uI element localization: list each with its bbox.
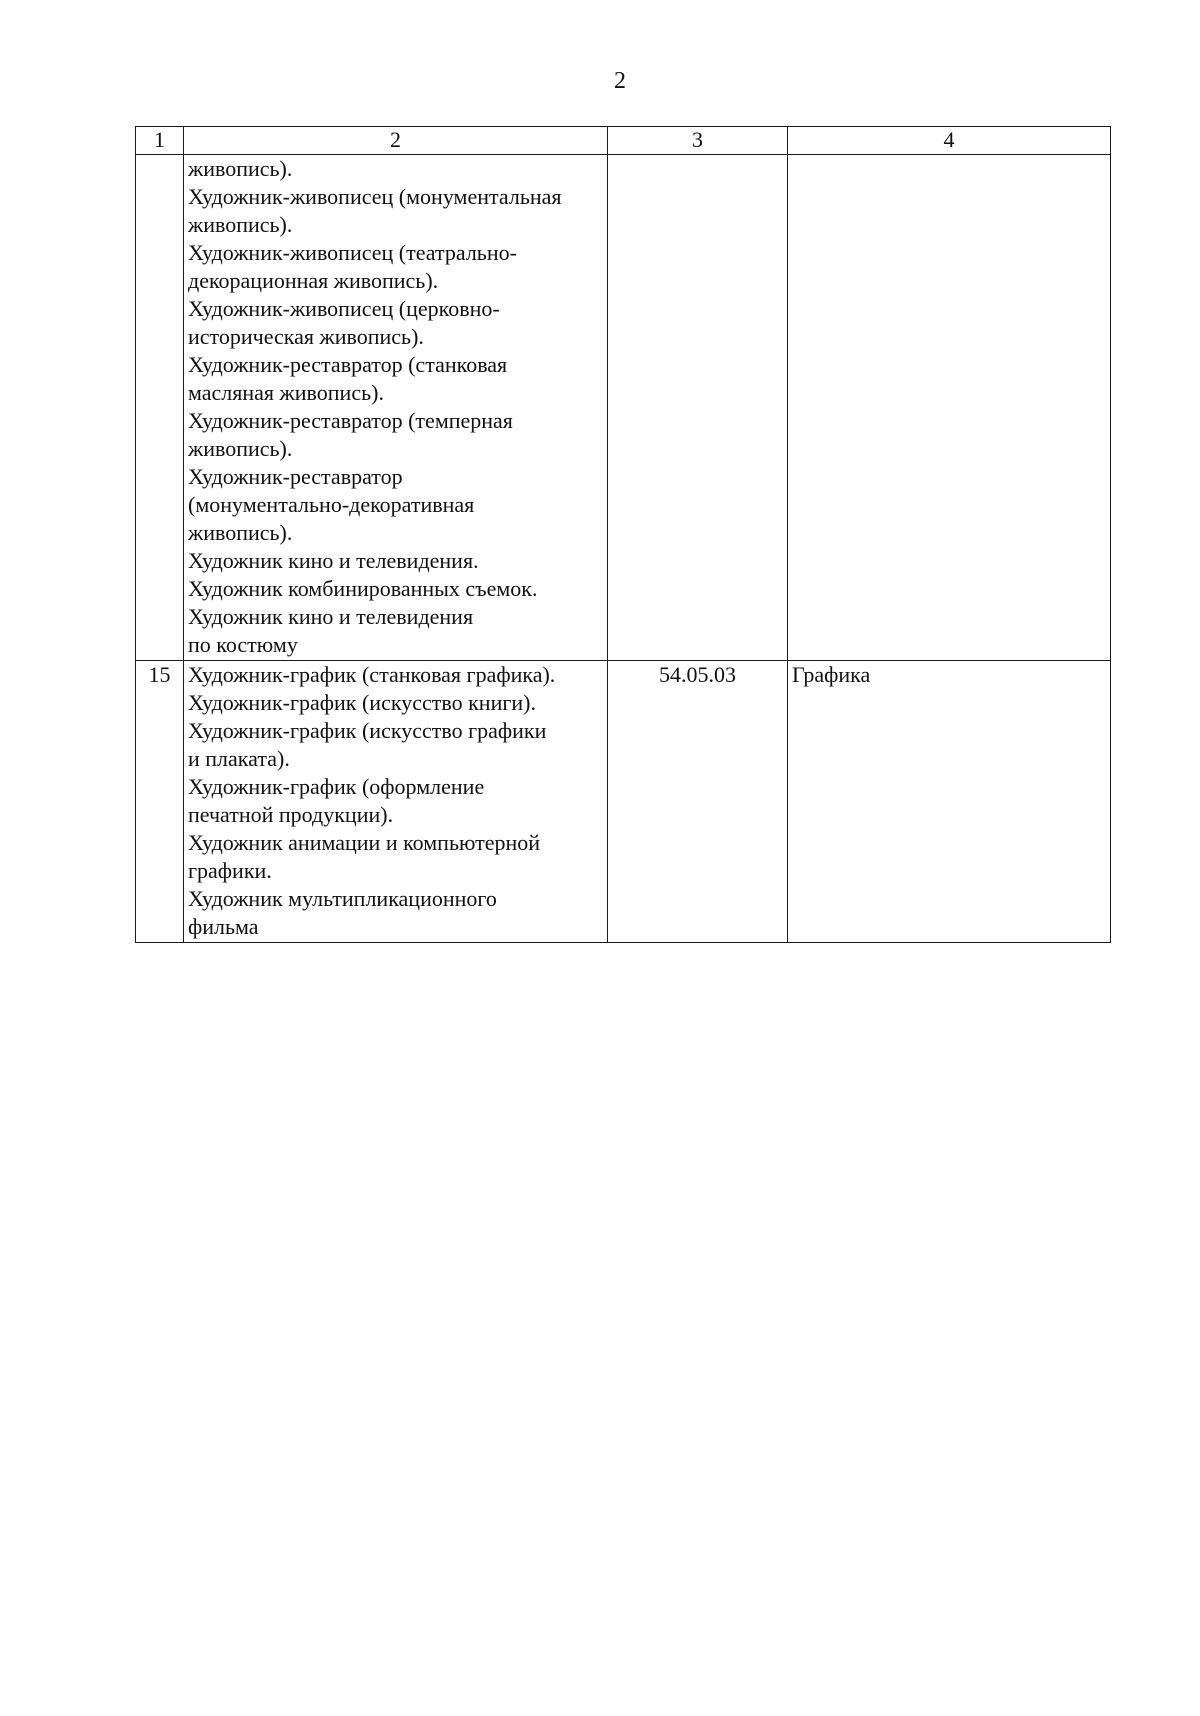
qualification-line: Художник комбинированных съемок.: [188, 576, 538, 601]
qualification-line: печатной продукции).: [188, 802, 394, 827]
qualification-line: масляная живопись).: [188, 380, 384, 405]
page-number: 2: [614, 68, 626, 94]
qualification-line: Художник-живописец (церковно-: [188, 296, 500, 321]
qualification-line: декорационная живопись).: [188, 268, 439, 293]
table-header-row: [136, 127, 1111, 155]
header-col-1: 1: [136, 127, 184, 155]
qualification-line: историческая живопись).: [188, 324, 424, 349]
qualification-line: по костюму: [188, 632, 298, 657]
header-col-4: 4: [788, 127, 1111, 155]
header-col-2: 2: [184, 127, 608, 155]
table-row: [136, 661, 1111, 943]
qualification-line: Художник-живописец (монументальная: [188, 184, 562, 209]
qualification-line: Художник кино и телевидения: [188, 604, 474, 629]
qualification-line: Художник-реставратор (темперная: [188, 408, 513, 433]
table-row: [136, 155, 1111, 661]
qualification-line: (монументально-декоративная: [188, 492, 475, 517]
qualification-line: Художник-график (искусство графики: [188, 718, 547, 743]
qualification-list: [184, 661, 608, 943]
qualification-line: живопись).: [188, 436, 293, 461]
row-number: [136, 155, 184, 661]
qualification-line: живопись).: [188, 156, 293, 181]
qualification-line: Художник-реставратор (станковая: [188, 352, 508, 377]
qualification-line: Художник-график (искусство книги).: [188, 690, 536, 715]
specialty-name: [788, 155, 1111, 661]
qualification-line: Художник-график (оформление: [188, 774, 485, 799]
professions-table: [135, 126, 1111, 943]
qualification-line: Художник мультипликационного: [188, 886, 497, 911]
qualification-list: [184, 155, 608, 661]
qualification-line: Художник-график (станковая графика).: [188, 662, 556, 687]
qualification-line: фильма: [188, 914, 259, 939]
specialty-code: 54.05.03: [608, 661, 788, 943]
qualification-line: живопись).: [188, 212, 293, 237]
specialty-code: [608, 155, 788, 661]
qualification-line: Художник кино и телевидения.: [188, 548, 479, 573]
qualification-line: живопись).: [188, 520, 293, 545]
header-col-3: 3: [608, 127, 788, 155]
qualification-line: графики.: [188, 858, 272, 883]
qualification-line: и плаката).: [188, 746, 290, 771]
row-number: 15: [136, 661, 184, 943]
specialty-name: Графика: [788, 661, 1111, 943]
qualification-line: Художник-реставратор: [188, 464, 403, 489]
qualification-line: Художник-живописец (театрально-: [188, 240, 517, 265]
qualification-line: Художник анимации и компьютерной: [188, 830, 541, 855]
